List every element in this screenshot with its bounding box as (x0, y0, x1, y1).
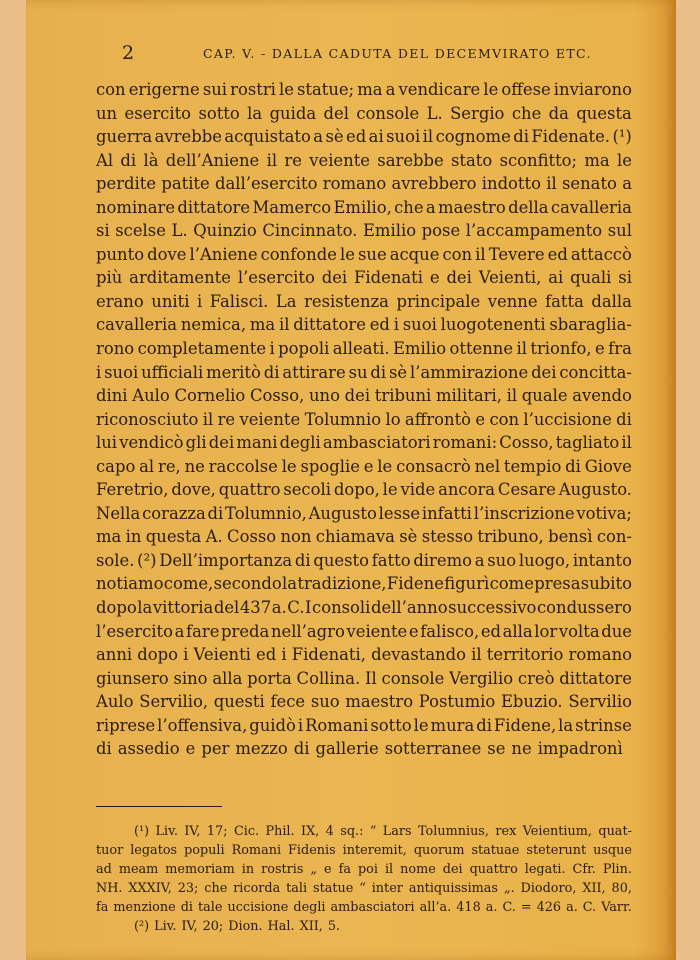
text-line: giunsero sino alla porta Collina. Il console Vergilio creò dittatore (96, 668, 632, 688)
text-line: Al di là dell’Aniene il re veiente sarebbe stato sconfitto; ma le (96, 150, 632, 170)
text-line: cavalleria nemica, ma il dittatore ed i suoi luogotenenti sbaraglia- (96, 315, 632, 335)
text-line: l’esercito a fare preda nell’agro veiente e falisco, ed alla lor volta due (96, 621, 632, 641)
body-text (96, 78, 632, 761)
running-title: CAP. V. - DALLA CADUTA DEL DECEMVIRATO ETC. (203, 46, 592, 61)
text-line: dopo la vittoria del 437 a. C. I consoli dell’anno successivo condussero (96, 598, 632, 618)
page-header (122, 44, 658, 64)
text-line: più arditamente l’esercito dei Fidenati e dei Veienti, ai quali si (96, 268, 632, 288)
text-line: riconosciuto il re veiente Tolumnio lo affrontò e con l’uccisione di (96, 409, 632, 429)
text-line: perdite patite dall’esercito romano avrebbero indotto il senato a (96, 174, 632, 194)
text-line: Nella corazza di Tolumnio, Augusto lesse infatti l’inscrizione votiva; (96, 503, 632, 523)
page-number: 2 (122, 42, 135, 64)
footnote-separator (96, 806, 222, 807)
text-line: un esercito sotto la guida del console L. Sergio che da questa (96, 103, 632, 123)
text-line: Aulo Servilio, questi fece suo maestro Postumio Ebuzio. Servilio (96, 692, 632, 712)
text-line: guerra avrebbe acquistato a sè ed ai suoi il cognome di Fidenate. (¹) (96, 127, 632, 147)
footnote-line: NH. XXXIV, 23; che ricorda tali statue “ inter antiquissimas „. Diodoro, XII, 80, (96, 881, 632, 896)
text-line: nominare dittatore Mamerco Emilio, che a maestro della cavalleria (96, 197, 632, 217)
text-line: lui vendicò gli dei mani degli ambasciatori romani: Cosso, tagliato il (96, 433, 632, 453)
text-line: i suoi ufficiali meritò di attirare su di sè l’ammirazione dei concitta- (96, 362, 632, 382)
footnote-line: (²) Liv. IV, 20; Dion. Hal. XII, 5. (134, 919, 341, 934)
text-line: rono completamente i popoli alleati. Emilio ottenne il trionfo, e fra (96, 339, 632, 359)
text-line: notiamo come, secondo la tradizione, Fidene figurì come presa subito (96, 574, 632, 594)
footnotes (96, 822, 632, 936)
text-line: punto dove l’Aniene confonde le sue acque con il Tevere ed attaccò (96, 244, 632, 264)
footnote-line: (¹) Liv. IV, 17; Cic. Phil. IX, 4 sq.: “ Lars Tolumnius, rex Veientium, quat- (134, 824, 632, 839)
text-line: anni dopo i Veienti ed i Fidenati, devastando il territorio romano (96, 645, 632, 665)
text-line: capo al re, ne raccolse le spoglie e le consacrò nel tempio di Giove (96, 456, 632, 476)
text-line: riprese l’offensiva, guidò i Romani sotto le mura di Fidene, la strinse (96, 715, 632, 735)
text-line: ma in questa A. Cosso non chiamava sè stesso tribuno, bensì con- (96, 527, 632, 547)
text-line: dini Aulo Cornelio Cosso, uno dei tribuni militari, il quale avendo (96, 386, 632, 406)
footnote-line: tuor legatos populi Romani Fidenis interemit, quorum statuae steterunt usque (96, 843, 632, 858)
text-line: erano uniti i Falisci. La resistenza principale venne fatta dalla (96, 291, 632, 311)
text-line: si scelse L. Quinzio Cincinnato. Emilio pose l’accampamento sul (96, 221, 632, 241)
text-line: sole. (²) Dell’importanza di questo fatto diremo a suo luogo, intanto (96, 550, 632, 570)
text-line: con erigerne sui rostri le statue; ma a vendicare le offese inviarono (96, 80, 632, 99)
footnote-line: ad meam memoriam in rostris „ e fa poi il nome dei quattro legati. Cfr. Plin. (96, 862, 632, 877)
text-line: di assedio e per mezzo di gallerie sotterranee se ne impadronì (96, 739, 623, 759)
text-line: Feretrio, dove, quattro secoli dopo, le vide ancora Cesare Augusto. (96, 480, 632, 500)
footnote-line: fa menzione di tale uccisione degli ambasciatori all’a. 418 a. C. = 426 a. C. Varr. (96, 900, 632, 915)
